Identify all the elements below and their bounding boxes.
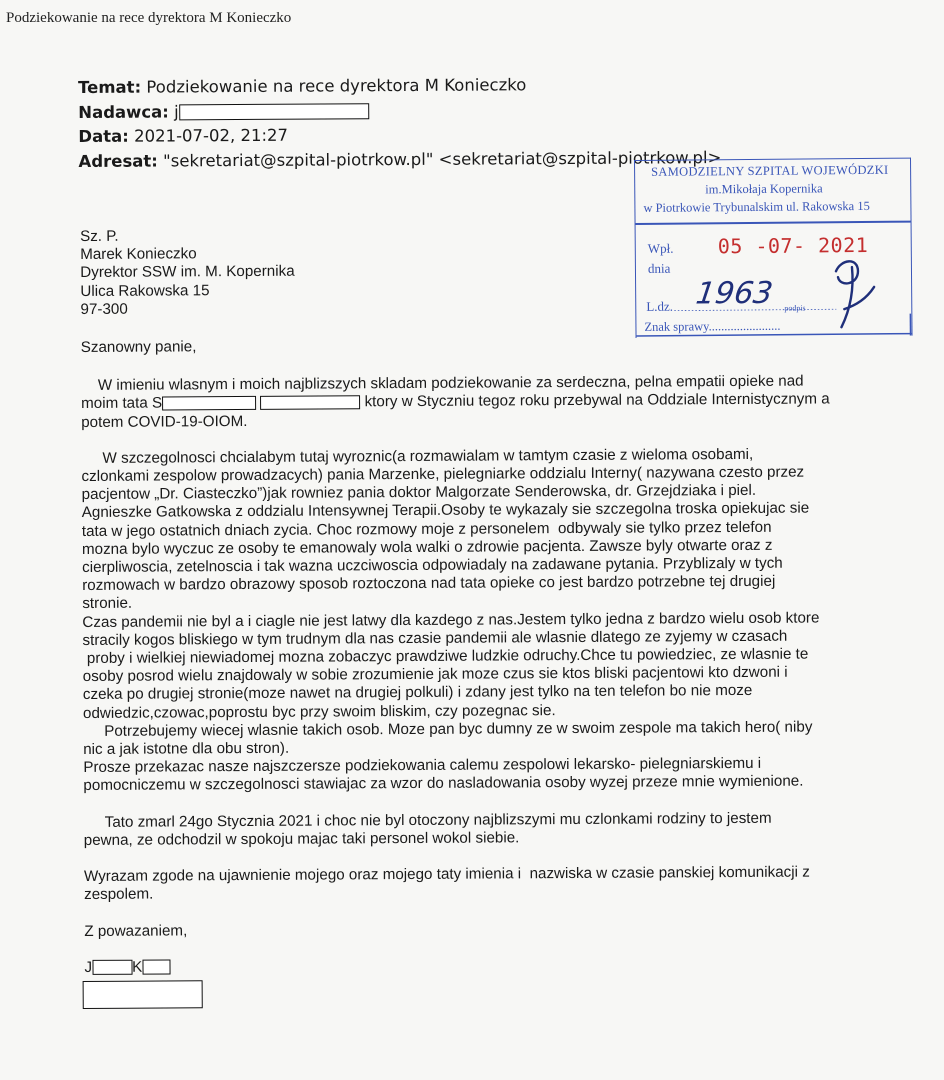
signature-block bbox=[84, 954, 884, 977]
subject-label: Temat: bbox=[78, 77, 142, 97]
paragraph-1 bbox=[81, 372, 881, 431]
signature-contact-redaction bbox=[83, 980, 203, 1009]
salutation: Szanowny panie, bbox=[80, 338, 197, 357]
date-label: Data: bbox=[78, 126, 129, 146]
recipient-value: "sekretariat@szpital-piotrkow.pl" <sekretariat@szpital-piotrkow.pl> bbox=[163, 147, 722, 170]
subject-value: Podziekowanie na rece dyrektora M Konieczko bbox=[146, 75, 527, 97]
signature-initial-first: J bbox=[84, 958, 93, 976]
surname-redaction bbox=[260, 396, 360, 411]
stamp-registry-number: 1963 bbox=[693, 275, 775, 312]
address-line: Marek Konieczko bbox=[80, 245, 197, 264]
stamp-wpl-label: Wpł. bbox=[647, 240, 674, 256]
stamp-line3: w Piotrkowie Trybunalskim ul. Rakowska 15 bbox=[643, 198, 870, 215]
signature-contact-redaction-wrap bbox=[83, 976, 885, 1009]
signature-last-name-redaction bbox=[142, 960, 170, 975]
address-line: Sz. P. bbox=[80, 227, 119, 245]
address-line: Ulica Rakowska 15 bbox=[80, 281, 210, 300]
stamp-line1: SAMODZIELNY SZPITAL WOJEWÓDZKI bbox=[651, 162, 889, 179]
sender-label: Nadawca: bbox=[78, 101, 169, 122]
recipient-address bbox=[80, 223, 881, 319]
signature-first-name-redaction bbox=[92, 960, 132, 975]
closing: Z powazaniem, bbox=[84, 921, 188, 940]
letter-body bbox=[80, 223, 885, 1009]
stamp-ldz-label: L.dz. bbox=[646, 298, 674, 314]
recipient-row bbox=[78, 146, 721, 174]
address-line: Dyrektor SSW im. M. Kopernika bbox=[80, 263, 295, 282]
sender-prefix: j bbox=[174, 101, 179, 121]
address-line: 97-300 bbox=[80, 300, 128, 318]
document-header: Podziekowanie na rece dyrektora M Konieczko bbox=[6, 10, 292, 26]
email-meta bbox=[78, 72, 721, 174]
stamp-znak-label: Znak sprawy....................... bbox=[644, 318, 781, 334]
paragraph-1-text-a: W imieniu wlasnym i moich najblizszych skladam podziekowanie za serdeczna, pelna empatii opieke nad moim tata S bbox=[80, 372, 804, 413]
stamp-line2: im.Mikołaja Kopernika bbox=[705, 181, 823, 197]
date-value: 2021-07-02, 21:27 bbox=[134, 125, 289, 146]
stamp-received-date: 05 -07- 2021 bbox=[717, 232, 869, 259]
paragraph-1-text-b: ktory w Styczniu tegoz roku przebywal na Oddziale Internistycznym a potem COVID-19-OIOM. bbox=[81, 390, 830, 431]
name-redaction bbox=[162, 396, 256, 411]
stamp-podpis-label: podpis bbox=[784, 303, 806, 313]
stamp-dnia-label: dnia bbox=[647, 260, 671, 276]
paragraph-2: W szczegolnosci chcialabym tutaj wyroznic(a rozmawialam w tamtym czasie z wieloma osobami, czlonkami zespolow prowadzacych) pania Marzenke, pielegniarke oddzialu Interny( nazywana czesto przez pacjentow „Dr. Ciasteczko”)jak rowniez pania doktor Malgorzate Senderowska, dr. Grzejdziaka i piel. Agnieszke Gatkowska z oddzialu Intensywnej Terapii.Osoby te wykazaly sie szczegolna troska opiekujac sie tata w jego ostatnich dniach zycia. Choc rozmowy moje z personelem odbywaly sie tylko przez telefon mozna bylo wyczuc ze osoby te emanowaly wola walki o zdrowie pacjenta. Zawsze byly otwarte oraz z cierpliwoscia, zetelnoscia i tak wazna uczciwoscia odpowiadaly na zadawane pytania. Przyblizaly w tych rozmowach w bardzo obrazowy sposob roztoczona nad tata opieke co jest bardzo potrzebne tej drugiej stronie. Czas pandemii nie byl a i ciagle nie jest latwy dla kazdego z nas.Jestem tylko jedna z bardzo wielu osob ktore stracily kogos bliskiego w tym trudnym dla nas czasie pandemii ale wlasnie dlatego ze zyjemy w czasach proby i wielkiej niewiadomej mozna zobaczyc prawdziwe ludzkie odruchy.Chce tu powiedziec, ze wlasnie te osoby posrod wielu znajdowaly w sobie zrozumienie jak moze czus sie ktos bliski pacjentowi kto dzwoni i czeka po drugiej stronie(moze nawet na drugiej polkuli) i zdany jest tylko na ten telefon bo nie moze odwiedzic,czowac,poprostu byc przy swoim bliskim, czy pozegnac sie. Potrzebujemy wiecej wlasnie takich osob. Moze pan byc dumny ze w swoim zespole ma takich hero( niby nic a jak istotne dla obu stron). Prosze przekazac nasze najszczersze podziekowania calemu zespolowi lekarsko- pielegniarskiemu i pomocniczemu w szczegolnosci stawiajac za wzor do nasladowania osoby wyzej przeze mnie wymienione. bbox=[81, 445, 820, 795]
paragraph-3: Tato zmarl 24go Stycznia 2021 i choc nie byl otoczony najblizszymi mu czlonkami rodziny to jestem pewna, ze odchodzil w spokoju majac taki personel wokol siebie. bbox=[83, 809, 772, 849]
recipient-label: Adresat: bbox=[78, 151, 158, 171]
sender-redaction bbox=[179, 103, 369, 120]
signature-initial-last: K bbox=[132, 958, 143, 976]
paragraph-4: Wyrazam zgode na ujawnienie mojego oraz mojego taty imienia i nazwiska w czasie panskiej komunikacji z zespolem. bbox=[83, 863, 810, 904]
